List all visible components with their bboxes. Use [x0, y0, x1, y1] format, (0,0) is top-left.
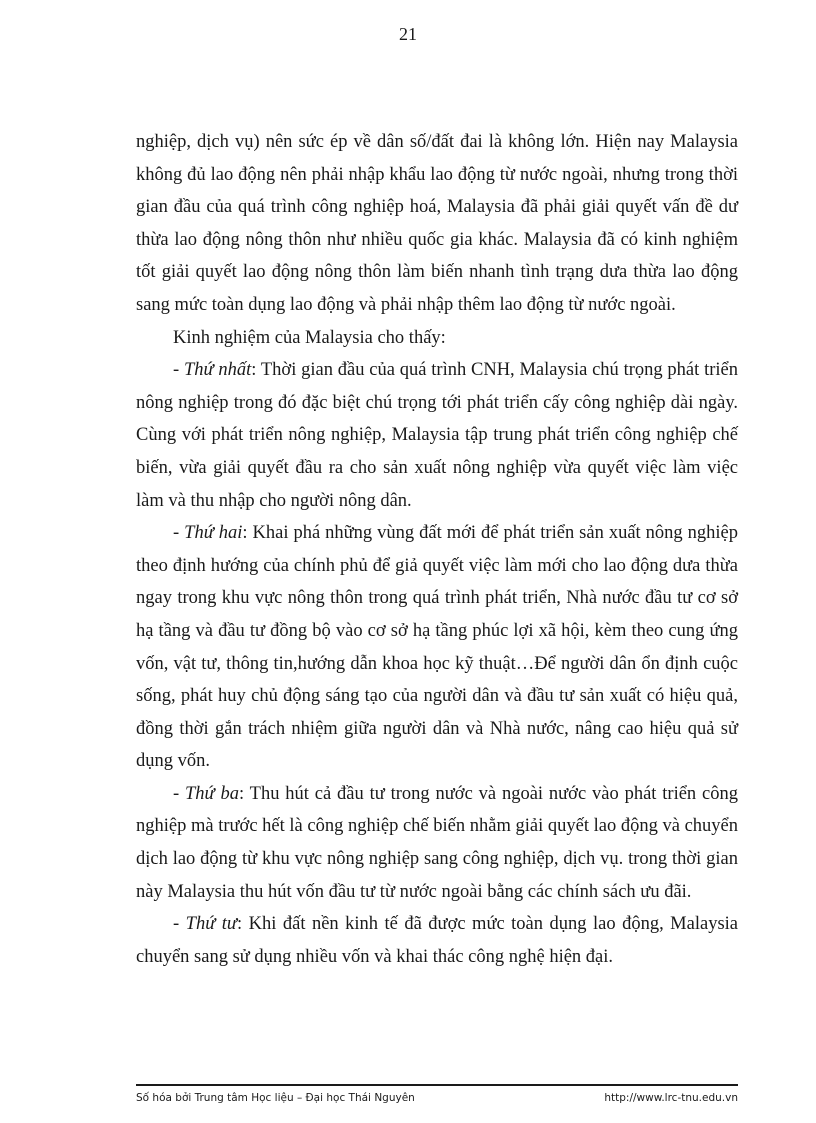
- list-item-fourth: [136, 908, 738, 973]
- paragraph-intro: nghiệp, dịch vụ) nên sức ép về dân số/đất đai là không lớn. Hiện nay Malaysia không đủ lao động nên phải nhập khẩu lao động từ nước ngoài, nhưng trong thời gian đầu của quá trình công nghiệp hoá, Malaysia đã phải giải quyết vấn đề dư thừa lao động nông thôn như nhiều quốc gia khác. Malaysia đã có kinh nghiệm tốt giải quyết lao động nông thôn làm biến nhanh tình trạng dưa thừa lao động sang mức toàn dụng lao động và phải nhập thêm lao động từ nước ngoài.: [136, 132, 738, 315]
- item-label: Thứ ba: [185, 783, 239, 804]
- list-item-second: [136, 517, 738, 778]
- page-number: 21: [399, 24, 417, 44]
- item-text: : Khai phá những vùng đất mới để phát triển sản xuất nông nghiệp theo định hướng của chính phủ để giả quyết việc làm mới cho lao động dưa thừa ngay trong khu vực nông thôn trong quá trình phát triển, Nhà nước đầu tư cơ sở hạ tầng và đầu tư đồng bộ vào cơ sở hạ tầng phúc lợi xã hội, kèm theo cung ứng vốn, vật tư, thông tin,hướng dẫn khoa học kỹ thuật…Để người dân ổn định cuộc sống, phát huy chủ động sáng tạo của người dân và đầu tư sản xuất có hiệu quả, đồng thời gắn trách nhiệm giữa người dân và Nhà nước, nâng cao hiệu quả sử dụng vốn.: [136, 523, 738, 772]
- item-dash: -: [173, 783, 186, 804]
- document-body: [136, 126, 738, 973]
- item-label: Thứ nhất: [183, 360, 252, 381]
- item-text: : Thu hút cả đầu tư trong nước và ngoài nước vào phát triển công nghiệp mà trước hết là công nghiệp chế biến nhằm giải quyết lao động và chuyển dịch lao động từ khu vực nông nghiệp sang công nghiệp, dịch vụ. trong thời gian này Malaysia thu hút vốn đầu tư từ nước ngoài bằng các chính sách ưu đãi.: [136, 783, 738, 902]
- item-label: Thứ tư: [185, 914, 237, 935]
- item-dash: -: [173, 914, 186, 935]
- list-item-third: [136, 778, 738, 908]
- item-dash: -: [173, 360, 184, 381]
- list-item-first: [136, 354, 738, 517]
- item-text: : Thời gian đầu của quá trình CNH, Malaysia chú trọng phát triển nông nghiệp trong đó đặc biệt chú trọng tới phát triển cấy công nghiệp dài ngày. Cùng với phát triển nông nghiệp, Malaysia tập trung phát triển công nghiệp chế biến, vừa giải quyết đầu ra cho sản xuất nông nghiệp vừa quyết việc làm việc làm và thu nhập cho người nông dân.: [136, 360, 738, 511]
- item-text: : Khi đất nền kinh tế đã được mức toàn dụng lao động, Malaysia chuyển sang sử dụng nhiều vốn và khai thác công nghệ hiện đại.: [136, 914, 738, 967]
- paragraph-lead: Kinh nghiệm của Malaysia cho thấy:: [173, 327, 446, 348]
- footer-source: Số hóa bởi Trung tâm Học liệu – Đại học Thái Nguyên: [136, 1092, 415, 1104]
- footer-url: http://www.lrc-tnu.edu.vn: [604, 1092, 738, 1104]
- item-dash: -: [173, 523, 185, 544]
- item-label: Thứ hai: [184, 523, 243, 544]
- footer-divider: [136, 1084, 738, 1086]
